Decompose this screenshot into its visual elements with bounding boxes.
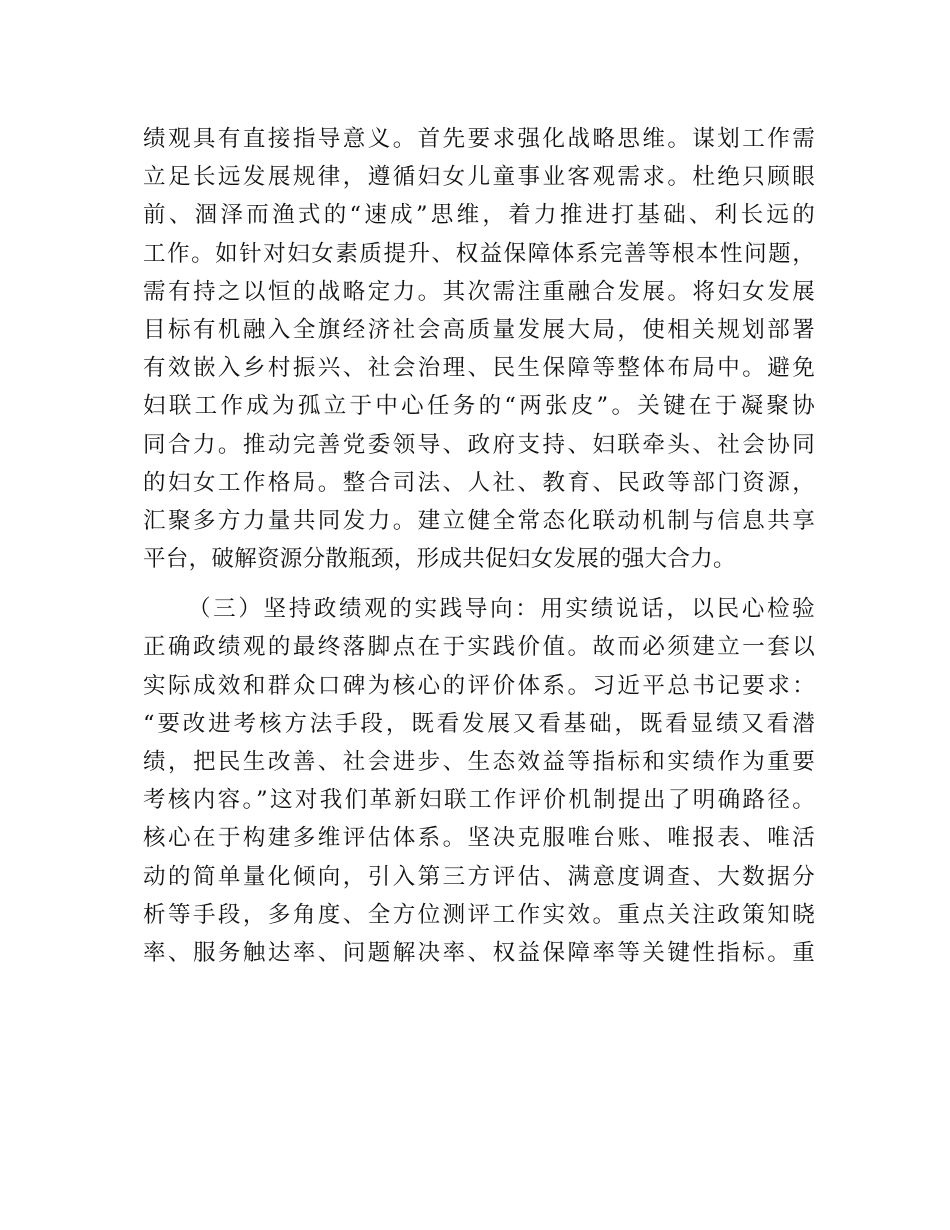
text-line: 率、服务触达率、问题解决率、权益保障率等关键性指标。重 — [143, 939, 815, 966]
text-line: 考核内容。”这对我们革新妇联工作评价机制提出了明确路径。 — [143, 787, 815, 814]
text-line: 有效嵌入乡村振兴、社会治理、民生保障等整体布局中。避免 — [143, 355, 815, 382]
text-line: 绩，把民生改善、社会进步、生态效益等指标和实绩作为重要 — [143, 749, 815, 775]
text-line: 绩观具有直接指导意义。首先要求强化战略思维。谋划工作需 — [143, 126, 815, 152]
text-line: 妇联工作成为孤立于中心任务的“两张皮”。关键在于凝聚协 — [143, 393, 815, 420]
text-line: 实际成效和群众口碑为核心的评价体系。习近平总书记要求： — [143, 672, 815, 699]
text-line: 需有持之以恒的战略定力。其次需注重融合发展。将妇女发展 — [143, 278, 815, 305]
section-three-paragraph — [143, 590, 815, 972]
text-line: 的妇女工作格局。整合司法、人社、教育、民政等部门资源， — [143, 469, 815, 496]
body-text — [143, 120, 815, 972]
text-line: 平台，破解资源分散瓶颈，形成共促妇女发展的强大合力。 — [143, 546, 736, 573]
section-heading-line: （三）坚持政绩观的实践导向：用实绩说话，以民心检验 — [188, 596, 815, 623]
text-line: 汇聚多方力量共同发力。建立健全常态化联动机制与信息共享 — [143, 507, 815, 534]
text-line: 前、涸泽而渔式的“速成”思维，着力推进打基础、利长远的 — [143, 202, 815, 229]
text-line: “要改进考核方法手段，既看发展又看基础，既看显绩又看潜 — [143, 710, 815, 737]
text-line: 工作。如针对妇女素质提升、权益保障体系完善等根本性问题， — [143, 240, 815, 267]
text-line: 动的简单量化倾向，引入第三方评估、满意度调查、大数据分 — [143, 863, 815, 890]
paragraph-spacer — [143, 578, 815, 590]
text-line: 正确政绩观的最终落脚点在于实践价值。故而必须建立一套以 — [143, 634, 815, 661]
text-line: 目标有机融入全旗经济社会高质量发展大局，使相关规划部署 — [143, 316, 815, 343]
text-line: 析等手段，多角度、全方位测评工作实效。重点关注政策知晓 — [143, 901, 815, 928]
text-line: 核心在于构建多维评估体系。坚决克服唯台账、唯报表、唯活 — [143, 825, 815, 852]
text-line: 同合力。推动完善党委领导、政府支持、妇联牵头、社会协同 — [143, 431, 815, 458]
paragraph-continuation — [143, 120, 815, 578]
text-line: 立足长远发展规律，遵循妇女儿童事业客观需求。杜绝只顾眼 — [143, 164, 815, 191]
